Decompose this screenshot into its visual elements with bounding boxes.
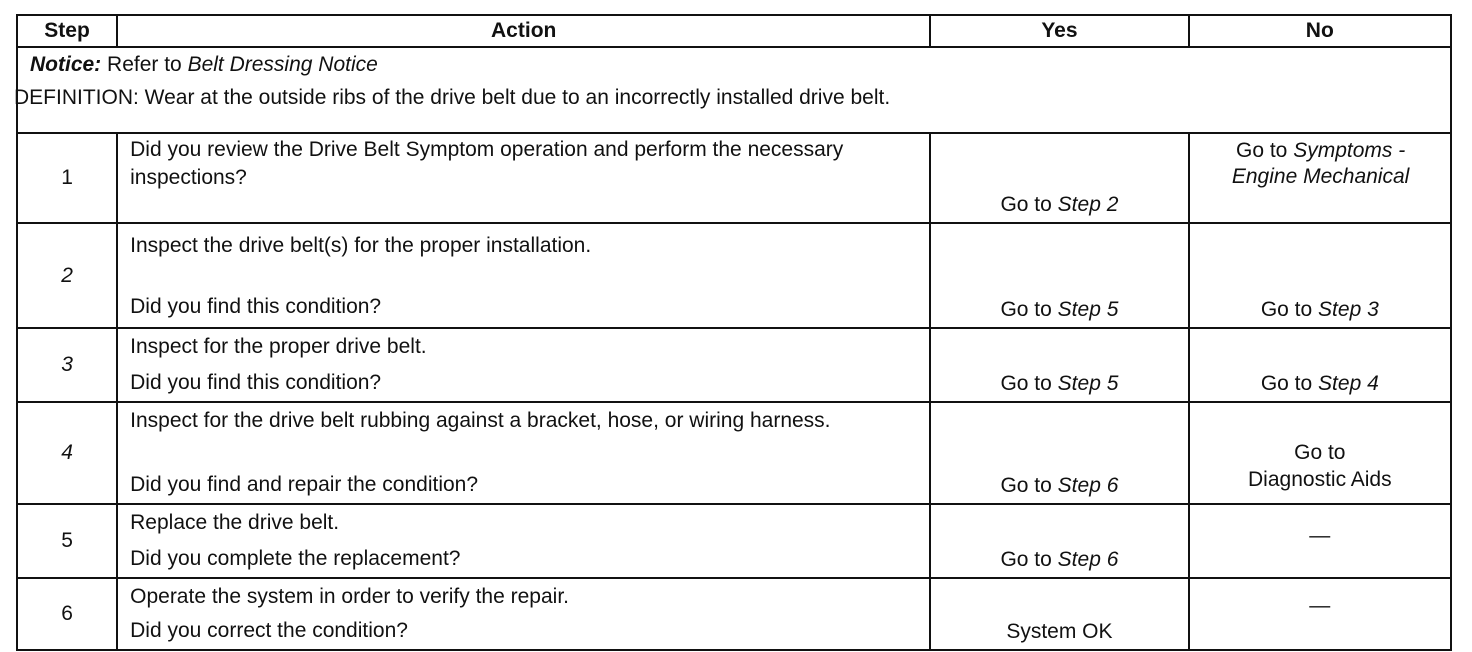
notice-reference: Belt Dressing Notice (187, 53, 378, 76)
yes-prefix: Go to (1000, 548, 1052, 571)
yes-reference: Step 5 (1057, 298, 1119, 321)
step-number: 6 (17, 578, 117, 650)
header-step: Step (17, 15, 117, 47)
instruction-text: Replace the drive belt. (130, 511, 340, 534)
no-cell (1189, 504, 1451, 578)
yes-cell (930, 223, 1188, 328)
yes-reference: Step 6 (1057, 548, 1119, 571)
yes-prefix: Go to (1000, 372, 1052, 395)
no-dash: — (1309, 594, 1331, 617)
no-cell (1189, 402, 1451, 504)
header-no: No (1189, 15, 1451, 47)
yes-prefix: Go to (1000, 474, 1052, 497)
action-cell (117, 402, 930, 504)
yes-cell (930, 133, 1188, 223)
table-row (17, 504, 1451, 578)
instruction-text: Inspect for the proper drive belt. (130, 335, 427, 358)
header-row (17, 15, 1451, 47)
diagnostic-table (16, 14, 1452, 651)
no-cell (1189, 578, 1451, 650)
notice-row (17, 47, 1451, 133)
header-action: Action (117, 15, 930, 47)
yes-cell (930, 402, 1188, 504)
instruction-text: Operate the system in order to verify the repair. (130, 585, 569, 608)
yes-prefix: Go to (1000, 298, 1052, 321)
question-text: Did you find this condition? (130, 371, 382, 394)
definition-text: DEFINITION: Wear at the outside ribs of the drive belt due to an incorrectly installed drive belt. (14, 86, 891, 109)
question-text: Did you find and repair the condition? (130, 473, 479, 496)
step-number: 1 (17, 133, 117, 223)
instruction-text: Inspect the drive belt(s) for the proper installation. (130, 234, 592, 257)
no-cell (1189, 223, 1451, 328)
action-cell (117, 328, 930, 402)
question-text: Did you review the Drive Belt Symptom operation and perform the necessary inspections? (130, 138, 844, 189)
no-line-2: Diagnostic Aids (1248, 468, 1392, 491)
yes-reference: Step 2 (1057, 193, 1119, 216)
no-line-1: Go to (1294, 441, 1346, 464)
yes-cell (930, 578, 1188, 650)
action-cell (117, 504, 930, 578)
no-cell (1189, 328, 1451, 402)
yes-reference: Step 6 (1057, 474, 1119, 497)
no-dash: — (1309, 524, 1331, 547)
no-cell (1189, 133, 1451, 223)
notice-label: Notice: (30, 53, 102, 76)
header-yes: Yes (930, 15, 1188, 47)
no-prefix: Go to (1235, 139, 1288, 162)
yes-reference: Step 5 (1057, 372, 1119, 395)
yes-prefix: Go to (1000, 193, 1052, 216)
table-row (17, 133, 1451, 223)
yes-cell (930, 504, 1188, 578)
step-number: 2 (17, 223, 117, 328)
table-row (17, 578, 1451, 650)
no-reference: Symptoms - Engine Mechanical (1231, 139, 1410, 188)
action-cell (117, 223, 930, 328)
notice-cell (14, 47, 1451, 133)
table-row (17, 223, 1451, 328)
question-text: Did you correct the condition? (130, 619, 408, 642)
question-text: Did you complete the replacement? (130, 547, 461, 570)
no-prefix: Go to (1260, 298, 1313, 321)
yes-text: System OK (1006, 620, 1113, 643)
step-number: 4 (17, 402, 117, 504)
no-reference: Step 4 (1318, 372, 1379, 395)
notice-text: Refer to (107, 53, 182, 76)
table-row (17, 402, 1451, 504)
action-cell (117, 578, 930, 650)
no-prefix: Go to (1260, 372, 1313, 395)
step-number: 3 (17, 328, 117, 402)
step-number: 5 (17, 504, 117, 578)
yes-cell (930, 328, 1188, 402)
no-reference: Step 3 (1318, 298, 1379, 321)
table-row (17, 328, 1451, 402)
action-cell (117, 133, 930, 223)
question-text: Did you find this condition? (130, 295, 382, 318)
instruction-text: Inspect for the drive belt rubbing against a bracket, hose, or wiring harness. (130, 409, 831, 432)
